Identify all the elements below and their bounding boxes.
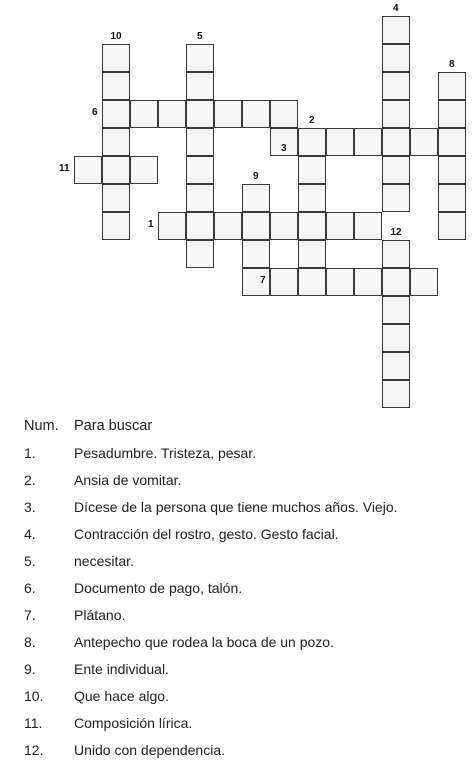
clue-text: Ansia de vomitar. (74, 471, 182, 488)
grid-cell[interactable] (382, 44, 410, 72)
clue-text: Documento de pago, talón. (74, 579, 243, 596)
grid-cell[interactable] (186, 100, 214, 128)
grid-cell[interactable] (186, 184, 214, 212)
grid-cell[interactable] (382, 352, 410, 380)
clue-text: Plátano. (74, 606, 126, 623)
clue-item (24, 439, 464, 466)
grid-cell[interactable] (382, 100, 410, 128)
grid-cell[interactable] (186, 212, 214, 240)
clue-text: Antepecho que rodea la boca de un pozo. (74, 633, 334, 650)
grid-cell[interactable] (102, 128, 130, 156)
clue-number: 6. (24, 579, 36, 596)
grid-cell[interactable] (298, 156, 326, 184)
grid-cell[interactable] (298, 212, 326, 240)
grid-cell[interactable] (438, 72, 466, 100)
clue-text: Dícese de la persona que tiene muchos años. Viejo. (74, 498, 398, 515)
grid-cell[interactable] (102, 44, 130, 72)
clue-list-header (24, 412, 464, 439)
grid-cell[interactable] (298, 128, 326, 156)
grid-cell[interactable] (130, 156, 158, 184)
grid-cell[interactable] (382, 268, 410, 296)
grid-cell[interactable] (242, 100, 270, 128)
grid-cell[interactable] (270, 100, 298, 128)
grid-cell[interactable] (438, 100, 466, 128)
grid-cell[interactable] (270, 212, 298, 240)
clue-number-label: 9 (253, 171, 259, 182)
grid-cell[interactable] (186, 72, 214, 100)
clue-text: Ente individual. (74, 660, 169, 677)
clue-item (24, 682, 464, 709)
clue-number: 4. (24, 525, 36, 542)
clue-text: Pesadumbre. Tristeza, pesar. (74, 444, 257, 461)
grid-cell[interactable] (354, 212, 382, 240)
clue-number-label: 4 (393, 3, 399, 14)
clue-item (24, 547, 464, 574)
clue-item (24, 628, 464, 655)
clue-number: 12. (24, 741, 44, 758)
clue-number-label: 6 (92, 107, 98, 118)
grid-cell[interactable] (438, 212, 466, 240)
grid-cell[interactable] (298, 240, 326, 268)
grid-cell[interactable] (130, 100, 158, 128)
grid-cell[interactable] (382, 156, 410, 184)
clue-item (24, 574, 464, 601)
grid-cell[interactable] (354, 268, 382, 296)
grid-cell[interactable] (298, 184, 326, 212)
grid-cell[interactable] (102, 156, 130, 184)
grid-cell[interactable] (270, 268, 298, 296)
clue-number-label: 10 (110, 31, 122, 42)
clue-item (24, 709, 464, 736)
grid-cell[interactable] (382, 240, 410, 268)
clue-item (24, 655, 464, 682)
clue-number: 7. (24, 606, 36, 623)
clue-number-label: 2 (309, 115, 315, 126)
clue-number-label: 3 (281, 143, 287, 154)
grid-cell[interactable] (326, 212, 354, 240)
grid-cell[interactable] (382, 324, 410, 352)
clue-text: Que hace algo. (74, 687, 169, 704)
grid-cell[interactable] (242, 240, 270, 268)
grid-cell[interactable] (382, 128, 410, 156)
grid-cell[interactable] (186, 44, 214, 72)
clue-number-label: 7 (260, 275, 266, 286)
clue-item (24, 601, 464, 628)
clue-text: necesitar. (74, 552, 134, 569)
clue-number: 2. (24, 471, 36, 488)
clue-number: 3. (24, 498, 36, 515)
grid-cell[interactable] (186, 156, 214, 184)
grid-cell[interactable] (214, 100, 242, 128)
grid-cell[interactable] (438, 156, 466, 184)
clue-number-label: 8 (449, 59, 455, 70)
clue-number-label: 12 (390, 227, 402, 238)
grid-cell[interactable] (102, 100, 130, 128)
clue-number: 9. (24, 660, 36, 677)
clue-number-label: 5 (197, 31, 203, 42)
grid-cell[interactable] (410, 128, 438, 156)
grid-cell[interactable] (354, 128, 382, 156)
grid-cell[interactable] (214, 212, 242, 240)
clue-text: Composición lírica. (74, 714, 193, 731)
clue-header-num: Num. (24, 417, 59, 434)
grid-cell[interactable] (438, 128, 466, 156)
clue-item (24, 466, 464, 493)
grid-cell[interactable] (242, 184, 270, 212)
grid-cell[interactable] (242, 212, 270, 240)
grid-cell[interactable] (438, 184, 466, 212)
clue-header-text: Para buscar (74, 417, 153, 434)
grid-cell[interactable] (382, 72, 410, 100)
grid-cell[interactable] (382, 184, 410, 212)
clue-text: Unido con dependencia. (74, 741, 226, 758)
grid-cell[interactable] (158, 212, 186, 240)
grid-cell[interactable] (102, 184, 130, 212)
clue-number-label: 1 (148, 219, 154, 230)
grid-cell[interactable] (382, 296, 410, 324)
clue-item (24, 493, 464, 520)
grid-cell[interactable] (382, 380, 410, 408)
clue-number: 10. (24, 687, 44, 704)
clue-number-label: 11 (59, 163, 70, 174)
grid-cell[interactable] (102, 212, 130, 240)
grid-cell[interactable] (74, 156, 102, 184)
grid-cell[interactable] (298, 268, 326, 296)
clue-number: 11. (24, 714, 43, 731)
clue-text: Contracción del rostro, gesto. Gesto facial. (74, 525, 339, 542)
grid-cell[interactable] (326, 268, 354, 296)
grid-cell[interactable] (326, 128, 354, 156)
grid-cell[interactable] (102, 72, 130, 100)
grid-cell[interactable] (186, 240, 214, 268)
clue-list (24, 412, 464, 763)
clue-item (24, 520, 464, 547)
grid-cell[interactable] (382, 16, 410, 44)
grid-cell[interactable] (158, 100, 186, 128)
clue-number: 8. (24, 633, 36, 650)
grid-cell[interactable] (410, 268, 438, 296)
clue-number: 5. (24, 552, 36, 569)
grid-cell[interactable] (186, 128, 214, 156)
clue-number: 1. (24, 444, 36, 461)
